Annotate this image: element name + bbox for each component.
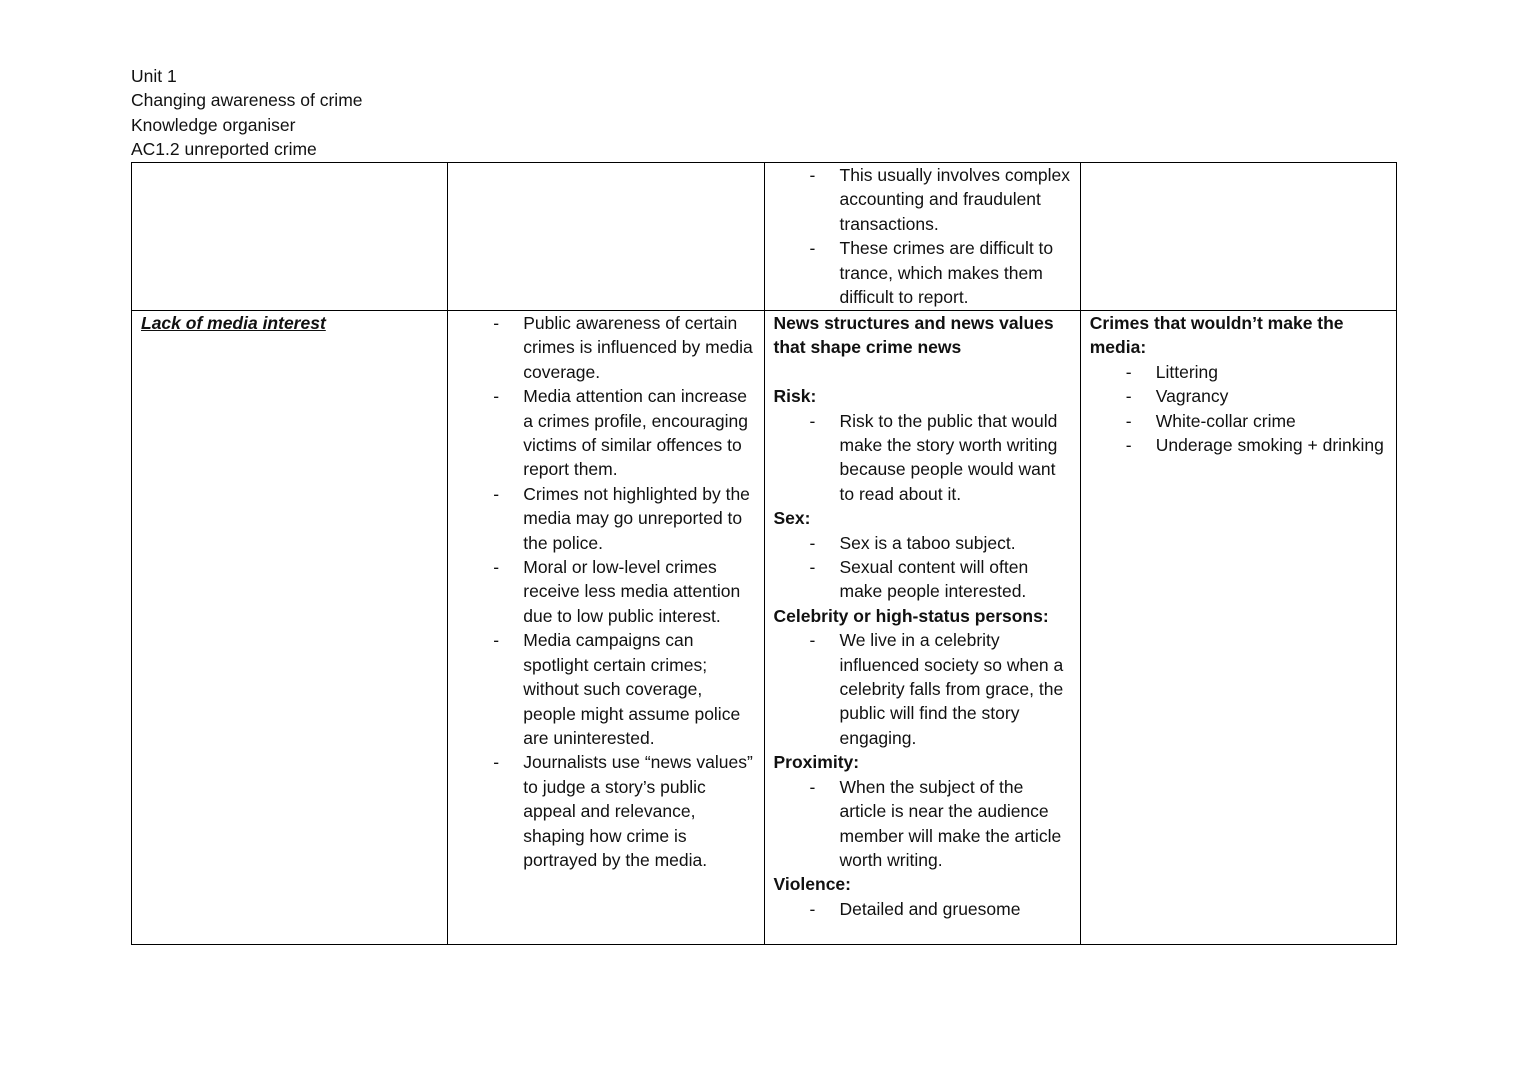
list-item (457, 750, 754, 872)
list-item (1090, 384, 1387, 408)
dash-bullet-icon: - (1125, 435, 1132, 456)
list-item (774, 628, 1071, 750)
list-item (774, 531, 1071, 555)
bullet-list (774, 775, 1071, 873)
table-cell (764, 163, 1080, 311)
dash-bullet-icon: - (1125, 410, 1132, 431)
list-item-text: Risk to the public that would make the story worth writing because people would want to read about it. (839, 410, 1058, 504)
table-cell (1080, 311, 1396, 945)
table-row (132, 311, 1397, 945)
knowledge-organiser-table (131, 162, 1397, 945)
dash-bullet-icon: - (809, 557, 816, 578)
dash-bullet-icon: - (493, 386, 500, 407)
list-item-text: Sex is a taboo subject. (839, 532, 1016, 553)
subheading: News structures and news values that shape crime news (773, 313, 1054, 358)
subheading: Proximity: (773, 752, 860, 773)
list-item-text: White-collar crime (1155, 410, 1296, 431)
table-cell (448, 163, 764, 311)
bullet-list (774, 409, 1071, 507)
list-item (457, 628, 754, 750)
bullet-list (774, 897, 1071, 921)
list-item (1090, 433, 1387, 457)
dash-bullet-icon: - (809, 238, 816, 259)
list-item-text: Vagrancy (1155, 386, 1229, 407)
table-cell (132, 163, 448, 311)
dash-bullet-icon: - (809, 410, 816, 431)
table-cell (1080, 163, 1396, 311)
document-header (131, 64, 363, 162)
bullet-list (774, 531, 1071, 604)
dash-bullet-icon: - (809, 630, 816, 651)
list-item (774, 236, 1071, 309)
dash-bullet-icon: - (493, 752, 500, 773)
spacer (774, 360, 1071, 384)
section-title: Lack of media interest (141, 313, 326, 333)
table-cell (448, 311, 764, 945)
list-item (457, 384, 754, 482)
dash-bullet-icon: - (493, 557, 500, 578)
dash-bullet-icon: - (809, 776, 816, 797)
list-item (1090, 360, 1387, 384)
list-item (457, 482, 754, 555)
subheading: Crimes that wouldn’t make the media: (1089, 313, 1344, 358)
list-item-text: This usually involves complex accounting and fraudulent transactions. (839, 165, 1071, 234)
list-item-text: Sexual content will often make people interested. (839, 557, 1029, 602)
unit-label: Unit 1 (131, 66, 177, 86)
bullet-list (774, 628, 1071, 750)
list-item-text: Littering (1155, 361, 1219, 382)
dash-bullet-icon: - (1125, 386, 1132, 407)
doc-type: Knowledge organiser (131, 114, 296, 135)
list-item-text: Underage smoking + drinking (1155, 435, 1384, 456)
list-item (774, 163, 1071, 236)
subheading: Sex: (773, 508, 811, 529)
subheading: Violence: (773, 874, 851, 895)
bullet-list (1090, 360, 1387, 458)
list-item-text: We live in a celebrity influenced society so when a celebrity falls from grace, the public will find the story engaging. (839, 630, 1064, 748)
list-item (774, 775, 1071, 873)
list-item-text: Public awareness of certain crimes is influenced by media coverage. (523, 313, 753, 382)
list-item (774, 897, 1071, 921)
list-item-text: Media campaigns can spotlight certain crimes; without such coverage, people might assume police are uninterested. (523, 630, 741, 748)
dash-bullet-icon: - (493, 313, 500, 333)
list-item-text: Media attention can increase a crimes profile, encouraging victims of similar offences to report them. (523, 386, 748, 480)
dash-bullet-icon: - (493, 483, 500, 504)
list-item-text: Moral or low-level crimes receive less media attention due to low public interest. (523, 557, 741, 626)
table-cell (764, 311, 1080, 945)
criteria-label: AC1.2 unreported crime (131, 139, 317, 160)
list-item-text: These crimes are difficult to trance, which makes them difficult to report. (839, 238, 1054, 308)
list-item-text: When the subject of the article is near the audience member will make the article worth writing. (839, 776, 1062, 870)
dash-bullet-icon: - (493, 630, 500, 651)
list-item-text: Crimes not highlighted by the media may go unreported to the police. (523, 483, 750, 553)
list-item (774, 409, 1071, 507)
list-item (1090, 409, 1387, 433)
topic-title: Changing awareness of crime (131, 90, 363, 111)
table-cell (132, 311, 448, 945)
subheading: Risk: (773, 386, 817, 407)
subheading: Celebrity or high-status persons: (773, 605, 1049, 626)
list-item (774, 555, 1071, 604)
list-item (457, 311, 754, 384)
bullet-list (457, 311, 754, 872)
table-row (132, 163, 1397, 311)
dash-bullet-icon: - (809, 165, 816, 185)
dash-bullet-icon: - (1125, 361, 1132, 382)
bullet-list (774, 163, 1071, 309)
list-item-text: Detailed and gruesome (839, 898, 1021, 919)
dash-bullet-icon: - (809, 898, 816, 919)
list-item-text: Journalists use “news values” to judge a story’s public appeal and relevance, shaping how crime is portrayed by the media. (523, 752, 753, 870)
dash-bullet-icon: - (809, 532, 816, 553)
list-item (457, 555, 754, 628)
